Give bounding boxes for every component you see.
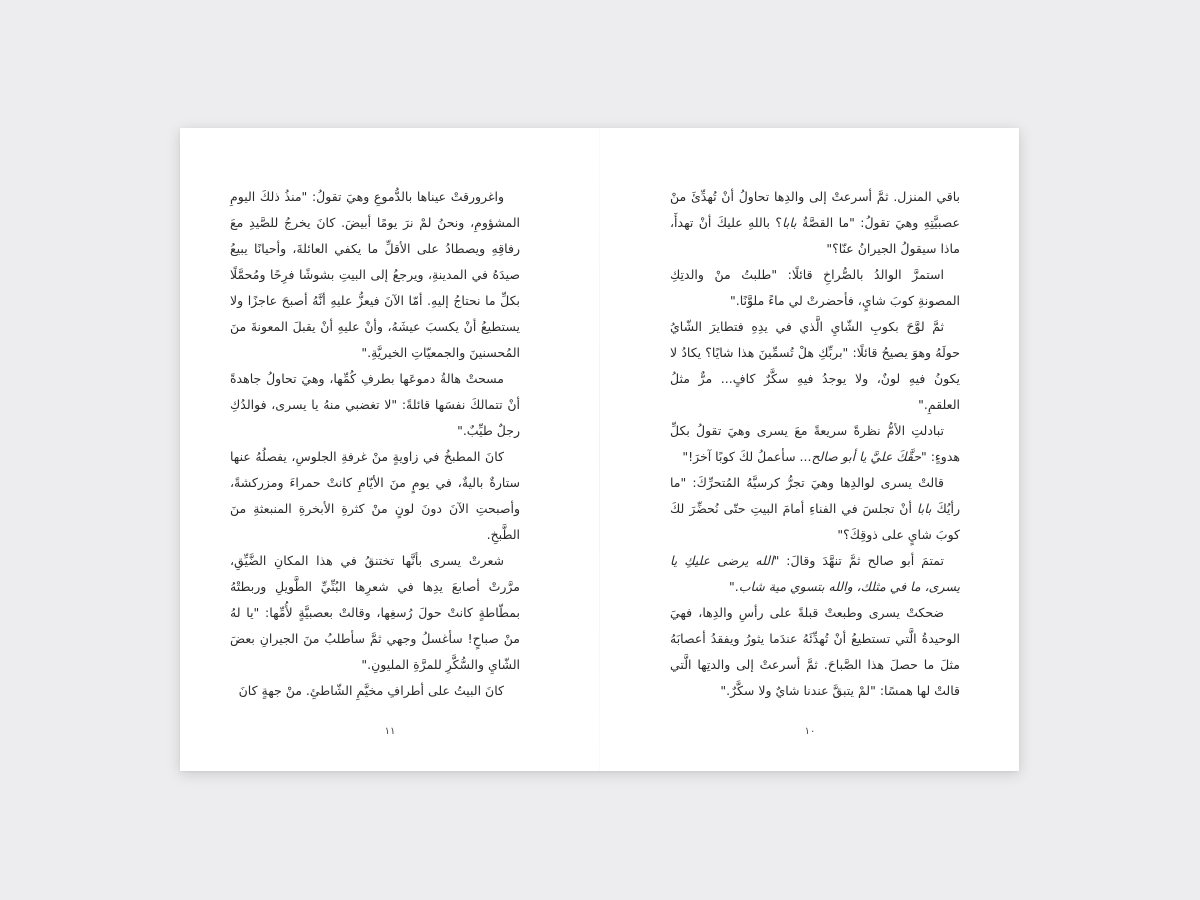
text-segment: ." [729,579,739,594]
book-gutter [599,128,600,771]
right-page-number: ١٠ [804,726,816,737]
italic-text-segment: الله يرضى عليكِ يا يسرى، ما في مثلك، والله بتسوي مية شاب [670,553,960,594]
paragraph [670,314,960,418]
italic-text-segment: بابا [916,501,932,516]
text-segment: تمتمَ أبو صالح ثمَّ تنهَّدَ وقالَ: " [773,553,944,568]
italic-text-segment: حقَّكَ عليَّ يا أبو صالح [811,449,921,464]
text-segment: تبادلتِ الأمُّ نظرةً سريعةً معَ يسرى وهيَ تقولُ بكلِّ هدوءٍ: " [670,423,960,464]
text-segment: أنْ تجلسَ في الفناءِ أمامَ البيتِ حتّى نُحضِّرَ لكَ كوبَ شايٍ على ذوقِكَ؟" [670,501,960,542]
paragraph [230,184,520,366]
right-page-text [670,184,960,704]
text-segment: واغرورقتْ عيناها بالدُّموعِ وهيَ تقولُ: "منذُ ذلكَ اليومِ المشؤومِ، ونحنُ لمْ نرَ يومًا أبيضَ. كانَ يخرجُ للصَّيدِ معَ رفاقِهِ ويصطادُ على الأقلِّ ما يكفي العائلةَ، وأحيانًا يبيعُ صيدَهُ في المدينةِ، ويرجعُ إلى البيتِ بشوشًا فرِحًا ومُحمَّلًا بكلِّ ما نحتاجُ إليهِ. أمّا الآنَ فيعزُّ عليهِ أنَّهُ أصبحَ عاجزًا ولا يستطيعُ أنْ يكسبَ عيشَهُ، وأنْ عليهِ أنْ يقبلَ المعونةَ منَ المُحسنينَ والجمعيّاتِ الخيريَّةِ." [230,189,520,360]
text-segment: شعرتْ يسرى بأنَّها تختنقُ في هذا المكانِ الضَّيِّقِ، مرَّرتْ أصابعَ يدِها في شعرِها البُنِّيِّ الطَّويلِ وربطتْهُ بمطّاطةٍ كانتْ حولَ رُسغِها، وقالتْ بعصبيَّةٍ لأُمِّها: "يا لهُ منْ صباحٍ! سأغسلُ وجهي ثمَّ سأطلبُ منَ الجيرانِ بعضَ الشّايِ والسُّكَّرِ للمرَّةِ المليونِ." [230,553,520,672]
text-segment: كانَ المطبخُ في زاويةٍ منْ غرفةِ الجلوسِ، يفصلُهُ عنها ستارةٌ باليةٌ، في يومٍ منَ الأيّامِ كانتْ حمراءَ ومزركشةً، وأصبحتِ الآنَ دونَ لونٍ منْ كثرةِ الأبخرةِ المنبعثةِ منَ الطَّبخِ. [230,449,520,542]
text-segment: مسحتْ هالةُ دموعَها بطرفِ كُمِّها، وهيَ تحاولُ جاهدةً أنْ تتمالكَ نفسَها قائلةً: "لا تغضبي منهُ يا يسرى، فوالدُكِ رجلٌ طيِّبٌ." [230,371,520,438]
text-segment: كانَ البيتُ على أطرافِ مخيَّمِ الشّاطئِ. منْ جهةٍ كانَ [238,683,504,698]
paragraph [230,444,520,548]
paragraph [230,548,520,678]
text-segment: باقي المنزل. ثمَّ أسرعتْ إلى والدِها تحاولُ أنْ تُهدِّئَ منْ عصبيَّتِهِ وهيَ تقولُ: "ما القصَّةُ [670,189,960,230]
paragraph [670,262,960,314]
text-segment: ثمَّ لوَّحَ بكوبِ الشّايِ الَّذي في يدِهِ فتطايرَ الشّايُ حولَهُ وهوَ يصيحُ قائلًا: "بربِّكِ هلْ تُسمِّينَ هذا شايًا؟ يكادُ لا يكونُ فيهِ لونٌ، ولا يوجدُ فيهِ سكَّرٌ كافٍ... مرٌّ مثلُ العلقمِ." [670,319,960,412]
text-segment: ؟ باللهِ عليكَ أنْ تهدأَ، ماذا سيقولُ الجيرانُ عنّا؟" [670,215,960,256]
book-spread [180,128,1019,771]
text-segment: قالتْ يسرى لوالدِها وهيَ تجرُّ كرسيَّهُ المُتحرِّكَ: "ما رأيُكَ [670,475,961,516]
italic-text-segment: بابا [782,215,797,230]
paragraph [670,548,960,600]
text-segment: ضحكتْ يسرى وطبعتْ قبلةً على رأسِ والدِها، فهيَ الوحيدةُ الَّتي تستطيعُ أنْ تُهدِّئَهُ عندَما يثورُ ويفقدُ أعصابَهُ مثلَ ما حصلَ هذا الصَّباحَ. ثمَّ أسرعتْ إلى والدتِها الَّتي قالتْ لها همسًا: "لمْ يتبقَّ عندنا شايٌ ولا سكَّرٌ." [670,605,960,698]
text-segment: ... سأعملُ لكَ كوبًا آخرَ!" [682,449,812,464]
text-segment: استمرَّ الوالدُ بالصُّراخِ قائلًا: "طلبتُ منْ والدتِكِ المصونةِ كوبَ شايٍ، فأحضرتْ لي ماءً ملوَّنًا." [670,267,960,308]
paragraph [670,470,960,548]
paragraph [230,366,520,444]
paragraph [670,600,960,704]
paragraph [670,184,960,262]
paragraph [670,418,960,470]
left-page-number: ١١ [384,726,396,737]
left-page-text [230,184,520,704]
paragraph [230,678,520,704]
